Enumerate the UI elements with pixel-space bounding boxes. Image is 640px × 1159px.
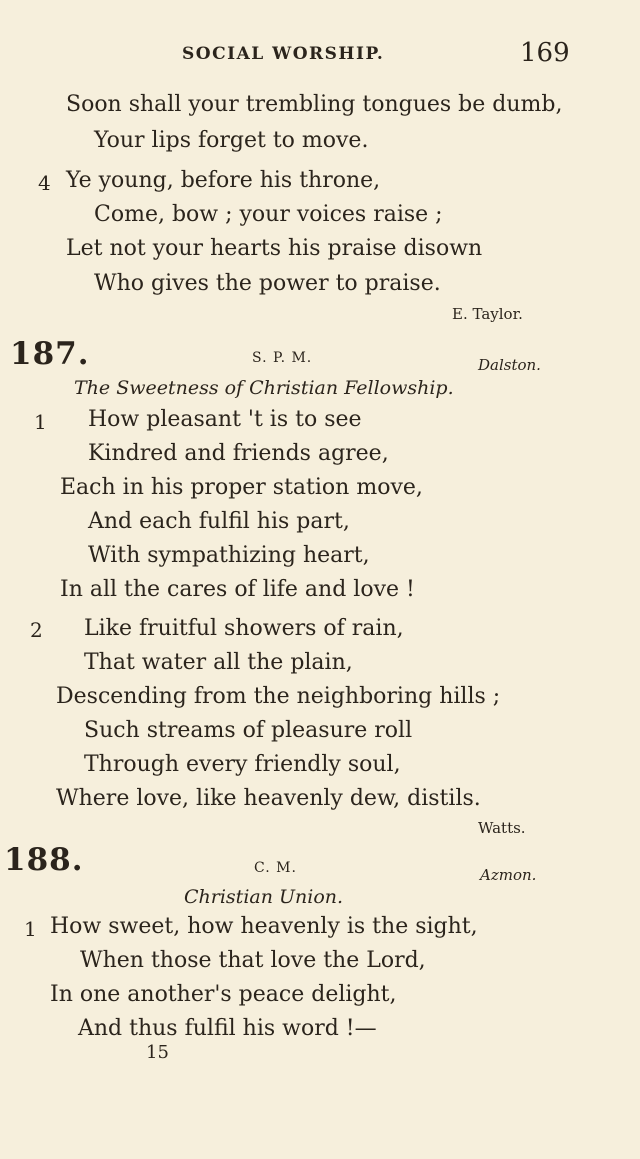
verse-line: In one another's peace delight,	[50, 982, 397, 1007]
verse-line: How pleasant 't is to see	[88, 407, 362, 432]
hymn-title: The Sweetness of Christian Fellowship.	[74, 377, 454, 399]
verse-line: Your lips forget to move.	[94, 128, 369, 153]
verse-line: How sweet, how heavenly is the sight,	[50, 914, 478, 939]
verse-line: Each in his proper station move,	[60, 475, 423, 500]
verse-line: Let not your hearts his praise disown	[66, 236, 483, 261]
verse-line: Ye young, before his throne,	[66, 168, 381, 193]
stanza-number: 2	[30, 618, 43, 642]
verse-line: With sympathizing heart,	[88, 543, 370, 568]
verse-line: Soon shall your trembling tongues be dumb,	[66, 92, 563, 117]
verse-line: Through every friendly soul,	[84, 752, 401, 777]
verse-line: And thus fulfil his word !—	[78, 1016, 377, 1041]
author-attribution: E. Taylor.	[452, 305, 523, 323]
verse-line: Such streams of pleasure roll	[84, 718, 413, 743]
verse-line: That water all the plain,	[84, 650, 353, 675]
stanza-number: 1	[24, 917, 37, 941]
hymn-meter: C. M.	[254, 860, 297, 876]
verse-line: In all the cares of life and love !	[60, 577, 415, 602]
verse-line: And each fulfil his part,	[88, 509, 350, 534]
verse-line: Who gives the power to praise.	[94, 271, 441, 296]
verse-line: Descending from the neighboring hills ;	[56, 684, 501, 709]
hymn-number: 187.	[10, 336, 90, 372]
author-attribution: Watts.	[478, 819, 526, 837]
hymn-title: Christian Union.	[184, 886, 344, 908]
verse-line: Kindred and friends agree,	[88, 441, 389, 466]
signature-mark: 15	[146, 1042, 169, 1063]
verse-line: When those that love the Lord,	[80, 948, 426, 973]
verse-line: Where love, like heavenly dew, distils.	[56, 786, 481, 811]
hymn-number: 188.	[4, 842, 84, 878]
verse-line: Like fruitful showers of rain,	[84, 616, 404, 641]
hymn-meter: S. P. M.	[252, 350, 313, 366]
verse-line: Come, bow ; your voices raise ;	[94, 202, 443, 227]
tune-name: Azmon.	[480, 866, 537, 884]
tune-name: Dalston.	[478, 356, 541, 374]
stanza-number: 1	[34, 410, 47, 434]
stanza-number: 4	[38, 171, 51, 195]
running-head: SOCIAL WORSHIP.	[182, 44, 385, 64]
page-number: 169	[520, 38, 570, 68]
